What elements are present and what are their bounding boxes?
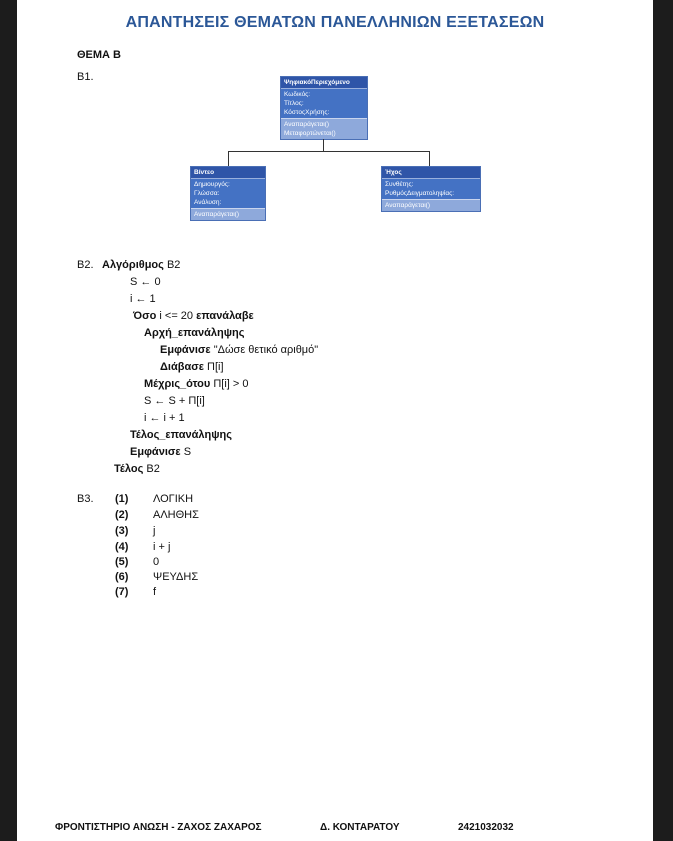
keyword: Όσο — [133, 310, 157, 322]
document-page — [17, 0, 653, 841]
class-box-video — [190, 166, 266, 221]
keyword: Διάβασε — [160, 361, 204, 373]
code-line: S ← 0 — [130, 276, 161, 288]
class-box-sound — [381, 166, 481, 212]
class-attribute: Κωδικός: — [284, 91, 311, 98]
answer-value: ΑΛΗΘΗΣ — [153, 509, 199, 521]
connector-line — [429, 151, 430, 166]
class-operation: Αναπαράγεται() — [194, 211, 239, 218]
keyword: Εμφάνισε — [130, 446, 181, 458]
class-name: ΨηφιακόΠεριεχόμενο — [281, 77, 367, 88]
answer-value: 0 — [153, 556, 160, 568]
code-line — [133, 310, 254, 322]
code-line — [160, 344, 318, 356]
answer-number: (1) — [115, 493, 129, 505]
class-attribute: Τίτλος: — [284, 100, 304, 107]
code-line: S ← S + Π[i] — [144, 395, 205, 407]
keyword: Τέλος — [114, 463, 144, 475]
connector-line — [323, 139, 324, 151]
condition: Π[i] > 0 — [213, 378, 249, 390]
variable: S — [183, 446, 192, 458]
b1-label: Β1. — [77, 71, 94, 83]
condition: i <= 20 — [159, 310, 194, 322]
answer-value: j — [153, 525, 156, 537]
connector-line — [228, 151, 430, 152]
class-name: Βίντεο — [191, 167, 265, 178]
answer-value: ΨΕΥΔΗΣ — [153, 571, 199, 583]
algo-name: Β2 — [146, 463, 160, 475]
keyword: επανάλαβε — [196, 310, 254, 322]
class-attribute: ΚόστοςΧρήσης: — [284, 109, 330, 116]
answer-number: (2) — [115, 509, 129, 521]
footer-phone: 2421032032 — [458, 822, 514, 833]
class-operation: Αναπαράγεται() — [284, 121, 329, 128]
keyword: Εμφάνισε — [160, 344, 211, 356]
code-line — [144, 378, 249, 390]
footer-school: ΦΡΟΝΤΙΣΤΗΡΙΟ ΑΝΩΣΗ - ΖΑΧΟΣ ΖΑΧΑΡΟΣ — [55, 822, 262, 833]
code-line: i ← 1 — [130, 293, 156, 305]
code-line — [130, 446, 191, 458]
connector-line — [228, 151, 229, 166]
answer-number: (4) — [115, 541, 129, 553]
class-operation: Μεταφορτώνεται() — [284, 130, 336, 137]
answer-value: ΛΟΓΙΚΗ — [153, 493, 194, 505]
answer-number: (5) — [115, 556, 129, 568]
answer-value: f — [153, 586, 157, 598]
answer-number: (3) — [115, 525, 129, 537]
code-line: Αρχή_επανάληψης — [144, 327, 245, 339]
b2-label: Β2. — [77, 259, 94, 271]
class-attribute: Δημιουργός: — [194, 181, 230, 188]
algo-header — [102, 259, 180, 271]
code-line — [114, 463, 160, 475]
variable: Π[i] — [207, 361, 224, 373]
class-operation: Αναπαράγεται() — [385, 202, 430, 209]
class-attribute: ΡυθμόςΔειγματοληψίας: — [385, 190, 455, 197]
answer-value: i + j — [153, 541, 171, 553]
class-box-digital-content — [280, 76, 368, 140]
keyword: Μέχρις_ότου — [144, 378, 211, 390]
string-literal: "Δώσε θετικό αριθμό" — [213, 344, 319, 356]
class-attribute: Γλώσσα: — [194, 190, 220, 197]
answer-number: (6) — [115, 571, 129, 583]
class-name: Ήχος — [382, 167, 480, 178]
code-line: i ← i + 1 — [144, 412, 185, 424]
b3-label: Β3. — [77, 493, 94, 505]
class-attribute: Συνθέτης: — [385, 181, 414, 188]
answer-number: (7) — [115, 586, 129, 598]
class-attribute: Ανάλυση: — [194, 199, 222, 206]
algo-name: Β2 — [166, 259, 181, 271]
keyword: Αλγόριθμος — [102, 259, 164, 271]
page-title: ΑΠΑΝΤΗΣΕΙΣ ΘΕΜΑΤΩΝ ΠΑΝΕΛΛΗΝΙΩΝ ΕΞΕΤΑΣΕΩΝ — [125, 14, 545, 31]
section-heading: ΘΕΜΑ Β — [77, 49, 121, 61]
footer-location: Δ. ΚΟΝΤΑΡΑΤΟΥ — [320, 822, 400, 833]
code-line — [160, 361, 224, 373]
code-line: Τέλος_επανάληψης — [130, 429, 232, 441]
